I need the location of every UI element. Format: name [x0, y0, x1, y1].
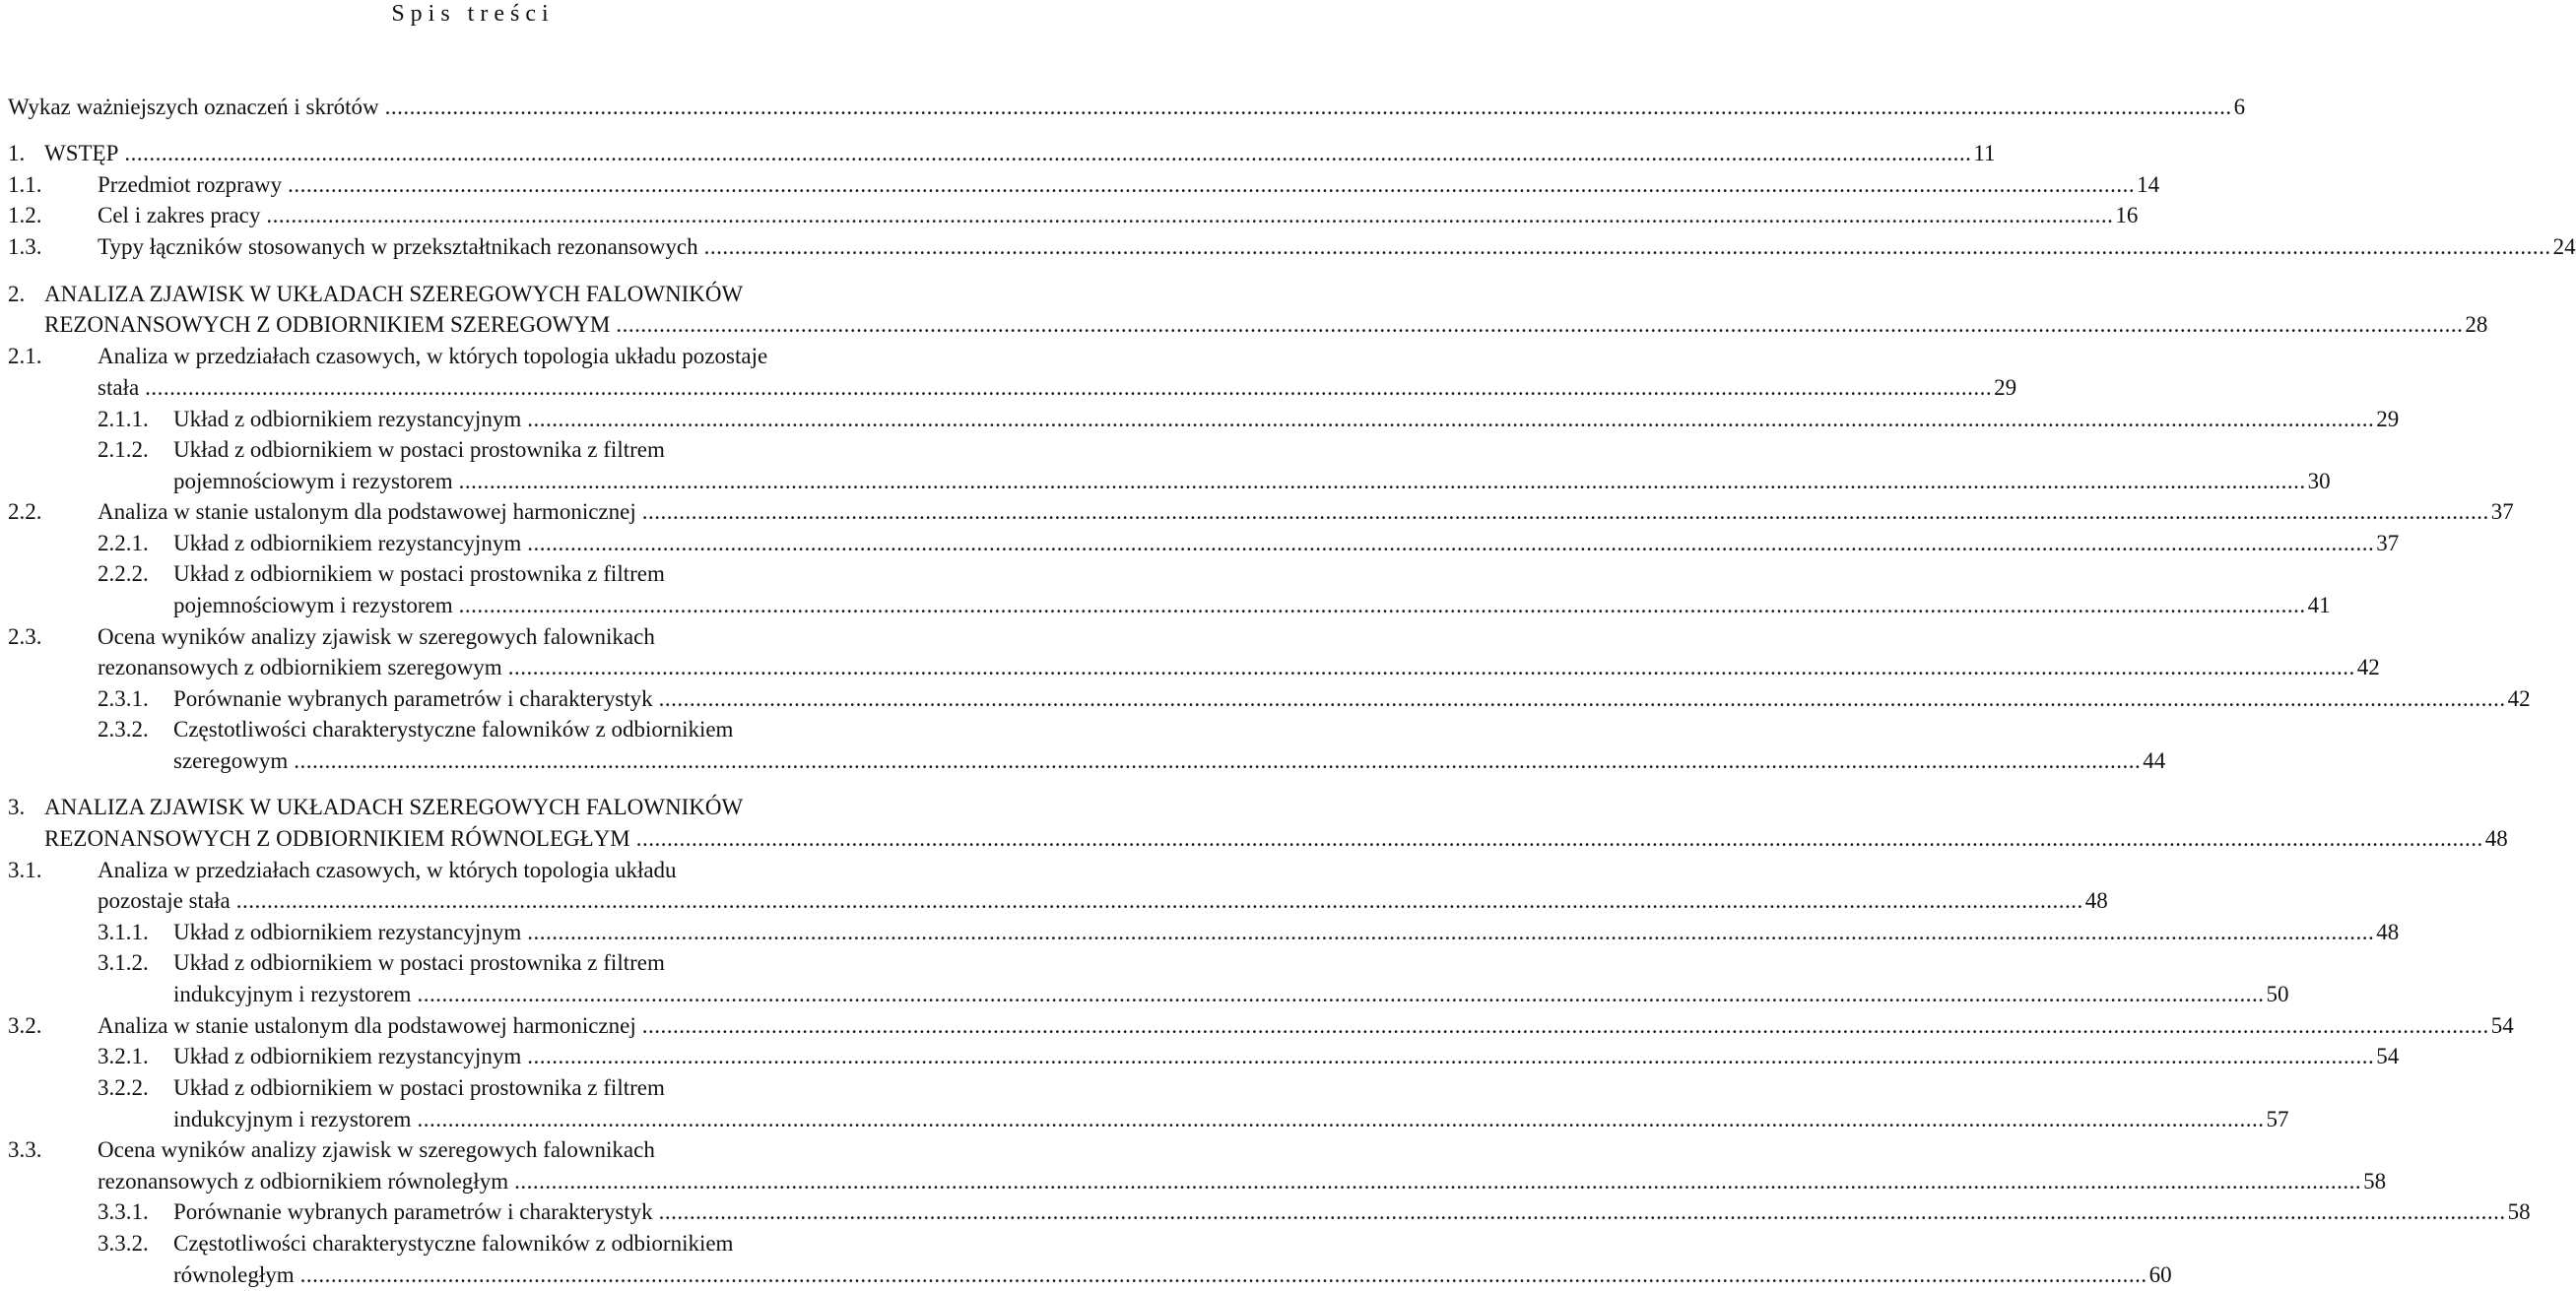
toc-entry-number: 1.: [8, 141, 26, 165]
toc-entry: [0, 885, 2108, 917]
dot-leader: ............................................................................................................................................................................................................................................................................................................: [384, 95, 2232, 119]
toc-entry: [0, 309, 2488, 341]
dot-leader: ............................................................................................................................................................................................................................................................................................................: [507, 655, 2355, 679]
toc-entry-number: 2.1.1.: [98, 407, 149, 431]
dot-leader: ............................................................................................................................................................................................................................................................................................................: [288, 172, 2136, 197]
toc-entry-title: Analiza w stanie ustalonym dla podstawowej harmonicznej: [98, 1013, 636, 1038]
toc-entry-title: rezonansowych z odbiornikiem szeregowym: [98, 655, 502, 679]
toc-entry-number: 3.1.: [8, 858, 42, 882]
toc-page-number: 57: [2266, 1107, 2289, 1131]
toc-entry-tail: [286, 169, 2160, 201]
toc-entry-title: Układ z odbiornikiem rezystancyjnym: [173, 531, 522, 555]
toc-entry: [0, 745, 2166, 777]
toc-entry: [0, 621, 946, 653]
toc-entry-tail: [702, 231, 2576, 263]
toc-entry: [0, 496, 2514, 528]
toc-entry-title: Układ z odbiornikiem w postaci prostownika z filtrem: [173, 437, 665, 462]
toc-entry-tail: [457, 466, 2331, 497]
toc-page-number: 48: [2484, 826, 2508, 851]
toc-entry-title: pojemnościowym i rezystorem: [173, 593, 453, 617]
toc-entry: [0, 855, 946, 886]
toc-entry-tail: [525, 917, 2400, 948]
toc-entry-title: indukcyjnym i rezystorem: [173, 1107, 412, 1131]
toc-entry-title: pozostaje stała: [98, 888, 231, 913]
toc-entry-title: Typy łączników stosowanych w przekształtnikach rezonansowych: [98, 234, 698, 259]
toc-page-number: 58: [2363, 1169, 2387, 1194]
toc-entry: [0, 823, 2508, 855]
toc-page-number: 41: [2307, 593, 2331, 617]
toc-entry: [0, 434, 946, 466]
dot-leader: ............................................................................................................................................................................................................................................................................................................: [458, 593, 2306, 617]
toc-entry-number: 1.3.: [8, 234, 42, 259]
toc-entry-number: 2.3.: [8, 624, 42, 649]
toc-entry: [0, 683, 2531, 715]
toc-entry-title: Układ z odbiornikiem w postaci prostownika z filtrem: [173, 950, 665, 975]
toc-entry: [0, 200, 2139, 231]
toc-entry: [0, 466, 2331, 497]
toc-entry: [0, 372, 2017, 404]
toc-entry-title: Porównanie wybranych parametrów i charakterystyk: [173, 686, 653, 711]
toc-entry: [0, 1228, 946, 1259]
toc-page-number: 11: [1973, 141, 1996, 165]
toc-entry-number: 2.1.: [8, 344, 42, 368]
toc-entry-number: 3.1.2.: [98, 950, 149, 975]
toc-entry: [0, 917, 2400, 948]
toc-entry: [0, 1166, 2387, 1197]
toc-page-number: 37: [2376, 531, 2400, 555]
toc-entry: [0, 590, 2331, 621]
toc-entry-tail: [292, 745, 2166, 777]
dot-leader: ............................................................................................................................................................................................................................................................................................................: [527, 920, 2375, 944]
toc-entry-title: Wykaz ważniejszych oznaczeń i skrótów: [8, 95, 379, 119]
toc-entry-tail: [298, 1259, 2172, 1291]
dot-leader: ............................................................................................................................................................................................................................................................................................................: [266, 203, 2114, 227]
toc-entry-number: 3.3.2.: [98, 1231, 149, 1256]
toc-entry-title: Ocena wyników analizy zjawisk w szeregowych falownikach: [98, 1137, 655, 1162]
toc-entry: [0, 404, 2400, 435]
toc-entry-number: 3.3.1.: [98, 1199, 149, 1224]
toc-entry: [0, 1010, 2514, 1042]
toc-entry-title: Analiza w stanie ustalonym dla podstawowej harmonicznej: [98, 499, 636, 524]
toc-entry: [0, 92, 2246, 123]
toc-entry-tail: [506, 652, 2380, 683]
toc-entry-tail: [634, 823, 2508, 855]
toc-entry-title: równoległym: [173, 1262, 295, 1287]
page-title: Spis treści: [391, 1, 555, 27]
dot-leader: ............................................................................................................................................................................................................................................................................................................: [527, 531, 2375, 555]
toc-entry-number: 2.2.: [8, 499, 42, 524]
dot-leader: ............................................................................................................................................................................................................................................................................................................: [294, 748, 2142, 773]
toc-entry-tail: [614, 309, 2488, 341]
toc-entry-title: ANALIZA ZJAWISK W UKŁADACH SZEREGOWYCH FALOWNIKÓW: [44, 282, 744, 306]
toc-entry-number: 3.3.: [8, 1137, 42, 1162]
toc-entry-number: 1.1.: [8, 172, 42, 197]
toc-entry-tail: [415, 1104, 2289, 1135]
dot-leader: ............................................................................................................................................................................................................................................................................................................: [417, 1107, 2265, 1131]
toc-entry-title: Układ z odbiornikiem rezystancyjnym: [173, 920, 522, 944]
toc-entry-title: szeregowym: [173, 748, 289, 773]
dot-leader: ............................................................................................................................................................................................................................................................................................................: [635, 826, 2483, 851]
toc-entry: [0, 231, 2576, 263]
toc-entry-tail: [415, 979, 2289, 1010]
toc-entry: [0, 341, 946, 372]
toc-page-number: 54: [2376, 1044, 2400, 1068]
toc-entry: [0, 979, 2289, 1010]
toc-entry-title: rezonansowych z odbiornikiem równoległym: [98, 1169, 509, 1194]
toc-entry-title: REZONANSOWYCH Z ODBIORNIKIEM SZEREGOWYM: [44, 312, 611, 337]
toc-entry-title: Przedmiot rozprawy: [98, 172, 283, 197]
toc-entry-title: WSTĘP: [44, 141, 119, 165]
toc-entry: [0, 947, 946, 979]
toc-entry-title: ANALIZA ZJAWISK W UKŁADACH SZEREGOWYCH FALOWNIKÓW: [44, 795, 744, 819]
toc-entry-title: Układ z odbiornikiem rezystancyjnym: [173, 1044, 522, 1068]
toc-entry-tail: [143, 372, 2017, 404]
toc-entry-title: Częstotliwości charakterystyczne falowników z odbiornikiem: [173, 1231, 734, 1256]
toc-page-number: 37: [2490, 499, 2514, 524]
toc-entry-title: stała: [98, 375, 140, 400]
dot-leader: ............................................................................................................................................................................................................................................................................................................: [458, 469, 2306, 493]
toc-entry: [0, 528, 2400, 559]
dot-leader: ............................................................................................................................................................................................................................................................................................................: [527, 407, 2375, 431]
toc-entry-tail: [525, 404, 2400, 435]
dot-leader: ............................................................................................................................................................................................................................................................................................................: [616, 312, 2464, 337]
toc-entry-number: 3.2.2.: [98, 1075, 149, 1100]
toc-entry-title: Cel i zakres pracy: [98, 203, 261, 227]
toc-entry: [0, 169, 2160, 201]
toc-entry-title: Częstotliwości charakterystyczne falowników z odbiornikiem: [173, 717, 734, 742]
toc-entry-tail: [383, 92, 2246, 123]
toc-entry-title: Ocena wyników analizy zjawisk w szeregowych falownikach: [98, 624, 655, 649]
toc-entry-number: 3.2.: [8, 1013, 42, 1038]
toc-entry-title: indukcyjnym i rezystorem: [173, 982, 412, 1006]
toc-entry-number: 2.2.1.: [98, 531, 149, 555]
toc-page-number: 44: [2143, 748, 2166, 773]
toc-entry: [0, 652, 2380, 683]
toc-entry-title: Układ z odbiornikiem rezystancyjnym: [173, 407, 522, 431]
toc-page-number: 6: [2233, 95, 2246, 119]
toc-entry: [0, 714, 946, 745]
toc-page-number: 42: [2507, 686, 2531, 711]
toc-page-number: 50: [2266, 982, 2289, 1006]
toc-entry-title: REZONANSOWYCH Z ODBIORNIKIEM RÓWNOLEGŁYM: [44, 826, 630, 851]
dot-leader: ............................................................................................................................................................................................................................................................................................................: [235, 888, 2083, 913]
toc-entry-tail: [122, 138, 1996, 169]
toc-page-number: 42: [2356, 655, 2380, 679]
toc-page-number: 28: [2465, 312, 2488, 337]
dot-leader: ............................................................................................................................................................................................................................................................................................................: [299, 1262, 2147, 1287]
toc-entry-title: Układ z odbiornikiem w postaci prostownika z filtrem: [173, 1075, 665, 1100]
toc-entry: [0, 1134, 946, 1166]
toc-page-number: 54: [2490, 1013, 2514, 1038]
toc-entry-number: 2.3.2.: [98, 717, 149, 742]
toc-page-number: 24: [2552, 234, 2576, 259]
dot-leader: ............................................................................................................................................................................................................................................................................................................: [641, 1013, 2489, 1038]
toc-entry: [0, 558, 946, 590]
toc-entry-number: 3.: [8, 795, 26, 819]
dot-leader: ............................................................................................................................................................................................................................................................................................................: [703, 234, 2551, 259]
toc-entry-title: pojemnościowym i rezystorem: [173, 469, 453, 493]
dot-leader: ............................................................................................................................................................................................................................................................................................................: [417, 982, 2265, 1006]
toc-entry-number: 3.2.1.: [98, 1044, 149, 1068]
toc-page-number: 16: [2115, 203, 2139, 227]
toc-page-number: 48: [2084, 888, 2108, 913]
toc-entry-tail: [640, 496, 2514, 528]
toc-entry: [0, 1041, 2400, 1072]
toc-entry-number: 3.1.1.: [98, 920, 149, 944]
toc-entry: [0, 1072, 946, 1104]
toc-page-number: 60: [2148, 1262, 2172, 1287]
toc-page-number: 58: [2507, 1199, 2531, 1224]
dot-leader: ............................................................................................................................................................................................................................................................................................................: [145, 375, 1993, 400]
dot-leader: ............................................................................................................................................................................................................................................................................................................: [124, 141, 1972, 165]
toc-entry: [0, 138, 1996, 169]
toc-page-number: 48: [2376, 920, 2400, 944]
toc-entry-title: Analiza w przedziałach czasowych, w których topologia układu pozostaje: [98, 344, 768, 368]
toc-entry-number: 1.2.: [8, 203, 42, 227]
toc-entry: [0, 1104, 2289, 1135]
toc-entry-number: 2.1.2.: [98, 437, 149, 462]
toc-page-number: 14: [2137, 172, 2160, 197]
dot-leader: ............................................................................................................................................................................................................................................................................................................: [658, 686, 2506, 711]
toc-entry: [0, 792, 946, 823]
toc-entry: [0, 1259, 2172, 1291]
dot-leader: ............................................................................................................................................................................................................................................................................................................: [641, 499, 2489, 524]
toc-entry-tail: [657, 1196, 2531, 1228]
toc-entry-tail: [525, 1041, 2400, 1072]
toc-entry-title: Układ z odbiornikiem w postaci prostownika z filtrem: [173, 561, 665, 586]
dot-leader: ............................................................................................................................................................................................................................................................................................................: [658, 1199, 2506, 1224]
toc-page-number: 30: [2307, 469, 2331, 493]
toc-entry-number: 2.3.1.: [98, 686, 149, 711]
toc-entry: [0, 1196, 2531, 1228]
toc-entry-title: Porównanie wybranych parametrów i charakterystyk: [173, 1199, 653, 1224]
toc-entry-title: Analiza w przedziałach czasowych, w których topologia układu: [98, 858, 677, 882]
toc-entry-tail: [264, 200, 2139, 231]
toc-page-number: 29: [1994, 375, 2017, 400]
toc-entry-tail: [512, 1166, 2387, 1197]
toc-entry-tail: [525, 528, 2400, 559]
dot-leader: ............................................................................................................................................................................................................................................................................................................: [527, 1044, 2375, 1068]
toc-entry-tail: [234, 885, 2108, 917]
toc-entry: [0, 279, 946, 310]
dot-leader: ............................................................................................................................................................................................................................................................................................................: [514, 1169, 2362, 1194]
toc-entry-number: 2.2.2.: [98, 561, 149, 586]
toc-page-number: 29: [2376, 407, 2400, 431]
toc-entry-tail: [657, 683, 2531, 715]
toc-entry-tail: [457, 590, 2331, 621]
toc-entry-tail: [640, 1010, 2514, 1042]
toc-entry-number: 2.: [8, 282, 26, 306]
